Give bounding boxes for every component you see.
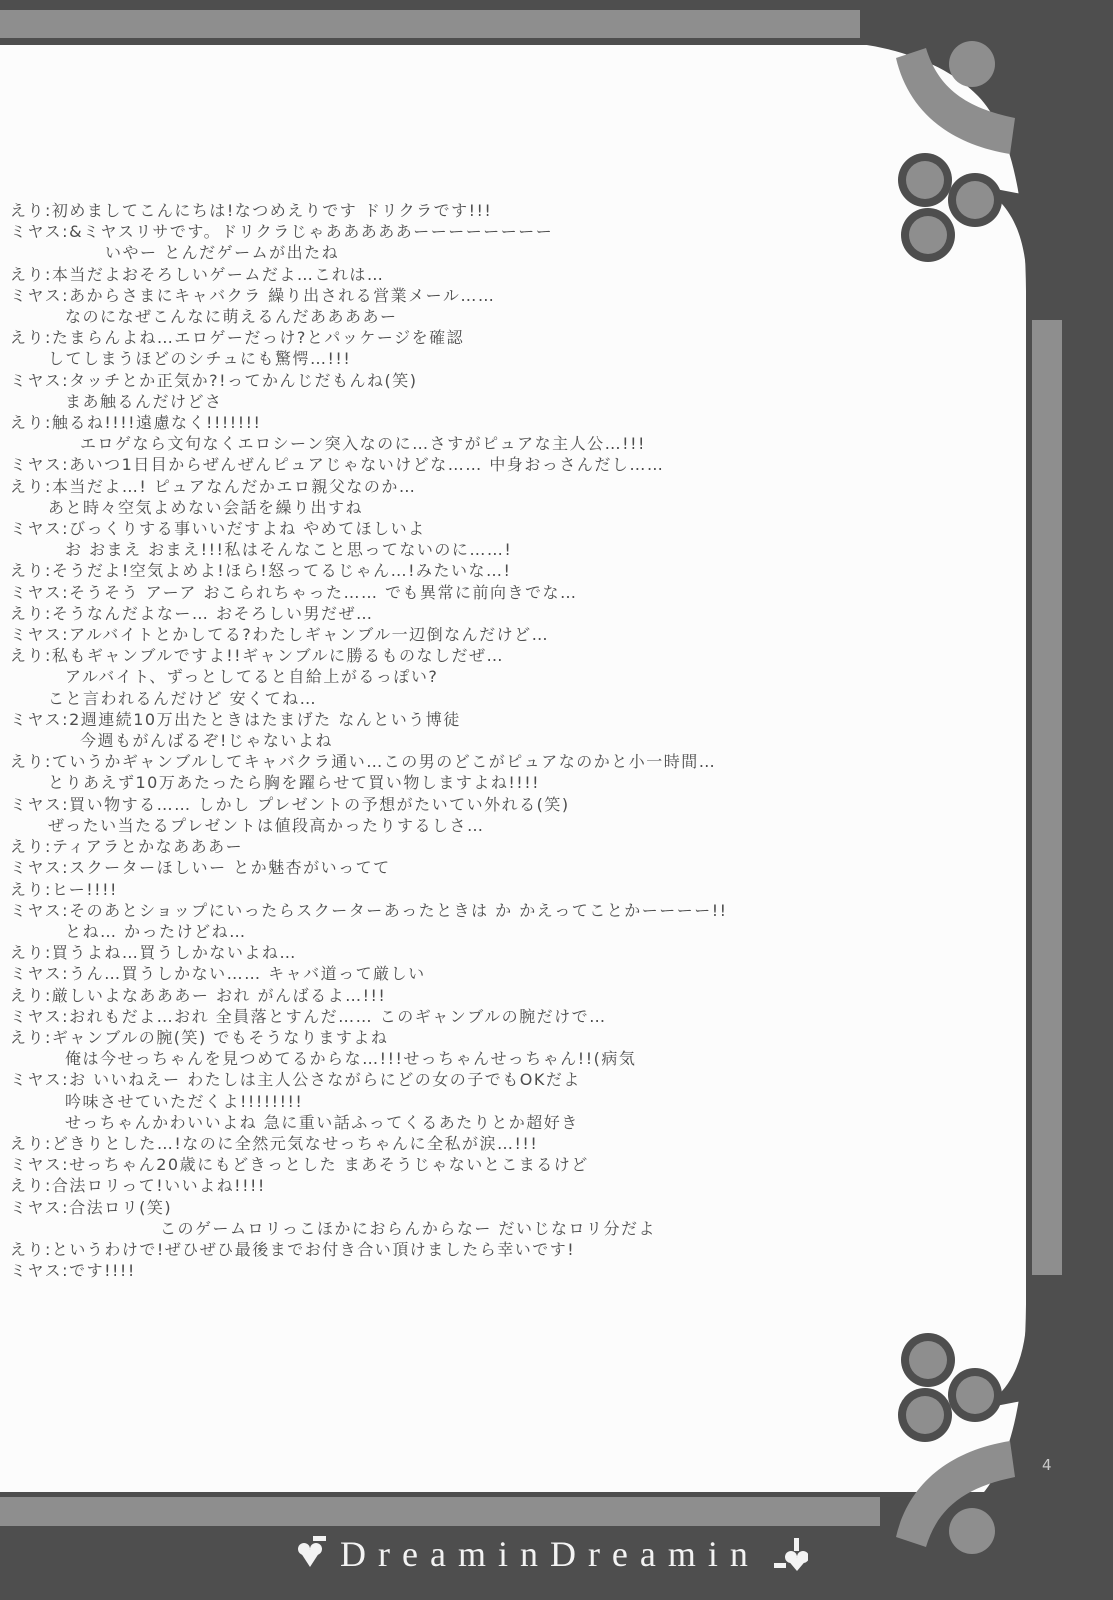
footer-logo-text: DreaminDreamin [340, 1534, 760, 1574]
page-number: 4 [1042, 1456, 1052, 1474]
dialogue-line: えり:私もギャンブルですよ!!ギャンブルに勝るものなしだぜ… [10, 646, 504, 666]
dialogue-line: ミヤス:あからさまにキャバクラ 繰り出される営業メール…… [10, 285, 496, 305]
dialogue-line: ミヤス:せっちゃん20歳にもどきっとした まあそうじゃないとこまるけど [10, 1155, 589, 1175]
dialogue-line: 今週もがんばるぞ!じゃないよね [80, 731, 333, 751]
dialogue-line: えり:たまらんよね…エロゲーだっけ?とパッケージを確認 [10, 328, 465, 348]
dialogue-line: ミヤス:あいつ1日目からぜんぜんピュアじゃないけどな…… 中身おっさんだし…… [10, 455, 665, 475]
dialogue-line: 俺は今せっちゃんを見つめてるからな…!!!せっちゃんせっちゃん!!(病気 [65, 1049, 637, 1069]
dialogue-line: まあ触るんだけどさ [65, 391, 223, 411]
dialogue-line: ぜったい当たるプレゼントは値段高かったりするしさ… [48, 815, 485, 835]
dialogue-text [10, 200, 1026, 1281]
dialogue-line: えり:というわけで!ぜひぜひ最後までお付き合い頂けましたら幸いです! [10, 1239, 576, 1259]
dialogue-line: えり:本当だよ…! ピュアなんだかエロ親父なのか… [10, 476, 417, 496]
scroll-trefoil-ornament-icon [860, 1270, 1113, 1600]
heart-arrow-bracket-icon [774, 1536, 808, 1572]
dialogue-line: ミヤス:アルバイトとかしてる?わたしギャンブル一辺倒なんだけど… [10, 625, 550, 645]
footer-logo [296, 1528, 808, 1580]
dialogue-line: ミヤス:スクーターほしいー とか魅杏がいってて [10, 858, 391, 878]
dialogue-line: えり:どきりとした…!なのに全然元気なせっちゃんに全私が涙…!!! [10, 1133, 539, 1153]
dialogue-line: ミヤス:うん…買うしかない…… キャバ道って厳しい [10, 964, 426, 984]
dialogue-line: ミヤス:びっくりする事いいだすよね やめてほしいよ [10, 519, 426, 539]
page-border-bottom-gray [0, 1497, 880, 1526]
dialogue-line: えり:厳しいよなあああー おれ がんばるよ…!!! [10, 985, 387, 1005]
dialogue-line: とりあえず10万あたったら胸を躍らせて買い物しますよね!!!! [48, 773, 541, 793]
dialogue-line: せっちゃんかわいいよね 急に重い話ふってくるあたりとか超好き [65, 1112, 579, 1132]
dialogue-line: えり:ていうかギャンブルしてキャバクラ通い…この男のどこがピュアなのかと小一時間… [10, 752, 717, 772]
dialogue-line: 吟味させていただくよ!!!!!!!! [65, 1091, 304, 1111]
dialogue-line: いやー とんだゲームが出たね [105, 243, 340, 263]
dialogue-line: えり:そうなんだよなー… おそろしい男だぜ… [10, 603, 374, 623]
dialogue-line: あと時々空気よめない会話を繰り出すね [48, 497, 364, 517]
dialogue-line: なのになぜこんなに萌えるんだああああー [65, 307, 398, 327]
dialogue-line: えり:本当だよおそろしいゲームだよ…これは… [10, 264, 385, 284]
dialogue-line: ミヤス:買い物する…… しかし プレゼントの予想がたいてい外れる(笑) [10, 794, 570, 814]
dialogue-line: ミヤス:&ミヤスリサです。ドリクラじゃあああああーーーーーーーー [10, 222, 554, 242]
dialogue-line: アルバイト、ずっとしてると自給上がるっぽい? [65, 667, 439, 687]
dialogue-line: こと言われるんだけど 安くてね… [48, 688, 318, 708]
dialogue-line: えり:そうだよ!空気よめよ!ほら!怒ってるじゃん…!みたいな…! [10, 561, 512, 581]
dialogue-line: ミヤス:そのあとショップにいったらスクーターあったときは か かえってことかーーーー!! [10, 900, 728, 920]
dialogue-line: とね… かったけどね… [65, 921, 247, 941]
dialogue-line: エロゲなら文句なくエロシーン突入なのに…さすがピュアな主人公…!!! [80, 434, 646, 454]
dialogue-line: ミヤス:そうそう アーア おこられちゃった…… でも異常に前向きでな… [10, 582, 578, 602]
dialogue-line: お おまえ おまえ!!!私はそんなこと思ってないのに……! [65, 540, 513, 560]
dialogue-line: このゲームロリっこほかにおらんからなー だいじなロリ分だよ [160, 1218, 656, 1238]
dialogue-line: ミヤス:お いいねえー わたしは主人公さながらにどの女の子でもOKだよ [10, 1070, 581, 1090]
dialogue-line: ミヤス:タッチとか正気か?!ってかんじだもんね(笑) [10, 370, 418, 390]
page-border-top-gray [0, 10, 880, 38]
dialogue-line: ミヤス:合法ロリ(笑) [10, 1197, 173, 1217]
heart-sprout-bracket-icon [296, 1536, 326, 1572]
dialogue-line: してしまうほどのシチュにも驚愕…!!! [48, 349, 352, 369]
dialogue-line: ミヤス:おれもだよ…おれ 全員落とすんだ…… このギャンブルの腕だけで… [10, 1006, 607, 1026]
dialogue-line: えり:ヒー!!!! [10, 879, 118, 899]
dialogue-line: えり:触るね!!!!遠慮なく!!!!!!! [10, 413, 262, 433]
dialogue-line: えり:合法ロリって!いいよね!!!! [10, 1176, 266, 1196]
dialogue-line: ミヤス:2週連続10万出たときはたまげた なんという博徒 [10, 709, 461, 729]
dialogue-line: えり:ギャンブルの腕(笑) でもそうなりますよね [10, 1027, 389, 1047]
dialogue-line: えり:買うよね…買うしかないよね… [10, 943, 297, 963]
dialogue-line: えり:初めましてこんにちは!なつめえりです ドリクラです!!! [10, 201, 493, 220]
dialogue-line: えり:ティアラとかなあああー [10, 837, 244, 857]
dialogue-line: ミヤス:です!!!! [10, 1261, 136, 1281]
